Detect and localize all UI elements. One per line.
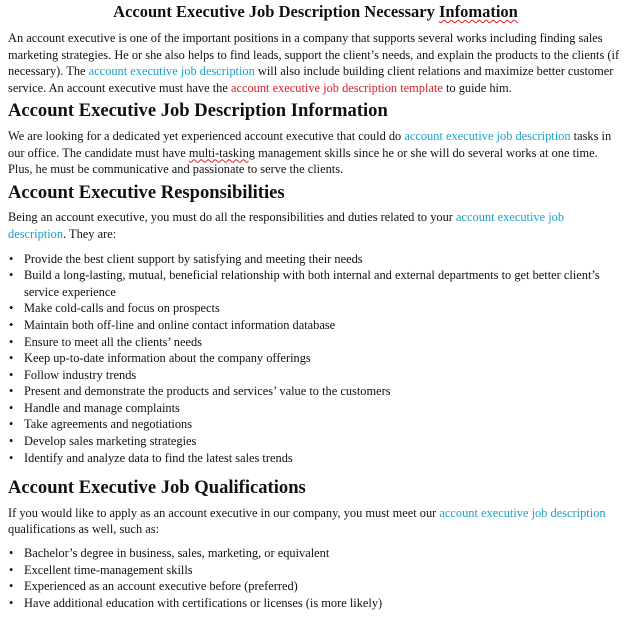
list-item: • Take agreements and negotiations — [24, 416, 623, 433]
list-item: • Present and demonstrate the products and services’ value to the customers — [24, 383, 623, 400]
list-item: • Provide the best client support by satisfying and meeting their needs — [24, 251, 623, 268]
list-item: • Ensure to meet all the clients’ needs — [24, 334, 623, 351]
list-item: • Keep up-to-date information about the company offerings — [24, 350, 623, 367]
intro-text-2: will also include building client relations and maximize better customer service. An account executive must have the — [8, 64, 614, 95]
responsibilities-text-1: Being an account executive, you must do all the responsibilities and duties related to your — [8, 210, 457, 225]
information-link-job-description[interactable]: account executive job description — [404, 128, 571, 143]
responsibilities-link-job-description[interactable]: account executive job description — [8, 210, 565, 241]
list-item: • Bachelor’s degree in business, sales, marketing, or equivalent — [24, 545, 623, 562]
qualifications-text-2: qualifications as well, such as: — [8, 522, 160, 537]
responsibilities-list — [8, 251, 623, 467]
section-heading-information: Account Executive Job Description Information — [8, 100, 388, 122]
list-item: • Make cold-calls and focus on prospects — [24, 300, 623, 317]
qualifications-text-1: If you would like to apply as an account executive in our company, you must meet our — [8, 505, 440, 520]
intro-text-1: An account executive is one of the important positions in a company that supports several works including finding sales marketing strategies. He or she also helps to find leads, support the client’s needs, and explain the products to the clients (if necessary). The — [8, 31, 620, 79]
information-text-2: tasks in our office. The candidate must have — [8, 128, 612, 160]
qualifications-paragraph — [8, 505, 623, 538]
list-item: • Develop sales marketing strategies — [24, 433, 623, 450]
intro-link-job-template[interactable]: account executive job description template — [230, 80, 443, 95]
section-heading-responsibilities: Account Executive Responsibilities — [8, 181, 285, 203]
list-item: • Build a long-lasting, mutual, beneficial relationship with both internal and external departments to get better client’s service experience — [24, 267, 623, 300]
information-misspelled-word: multi-tasking — [188, 145, 255, 160]
list-item: • Excellent time-management skills — [24, 562, 623, 579]
title-main-text: Account Executive Job Description Necessary — [113, 2, 439, 21]
qualifications-list — [8, 545, 623, 611]
responsibilities-text-2: . They are: — [63, 226, 117, 241]
list-item: • Handle and manage complaints — [24, 400, 623, 417]
list-item: • Experienced as an account executive before (preferred) — [24, 578, 623, 595]
intro-link-job-description[interactable]: account executive job description — [88, 64, 255, 79]
information-text-1: We are looking for a dedicated yet experienced account executive that could do — [8, 128, 405, 143]
title-misspelled-word: Infomation — [438, 2, 518, 21]
list-item: • Identify and analyze data to find the latest sales trends — [24, 450, 623, 467]
list-item: • Maintain both off-line and online contact information database — [24, 317, 623, 334]
intro-text-3: to guide him. — [442, 80, 512, 95]
information-text-3: management skills since he or she will do several works at one time. Plus, he must be communicative and passionate to serve the clients. — [8, 145, 598, 177]
qualifications-link-job-description[interactable]: account executive job description — [439, 505, 606, 520]
list-item: • Have additional education with certifications or licenses (is more likely) — [24, 595, 623, 612]
responsibilities-paragraph — [8, 209, 623, 242]
list-item: • Follow industry trends — [24, 367, 623, 384]
information-paragraph — [8, 128, 623, 178]
section-heading-qualifications: Account Executive Job Qualifications — [8, 477, 306, 499]
intro-paragraph — [8, 30, 623, 96]
document-title — [8, 2, 623, 22]
